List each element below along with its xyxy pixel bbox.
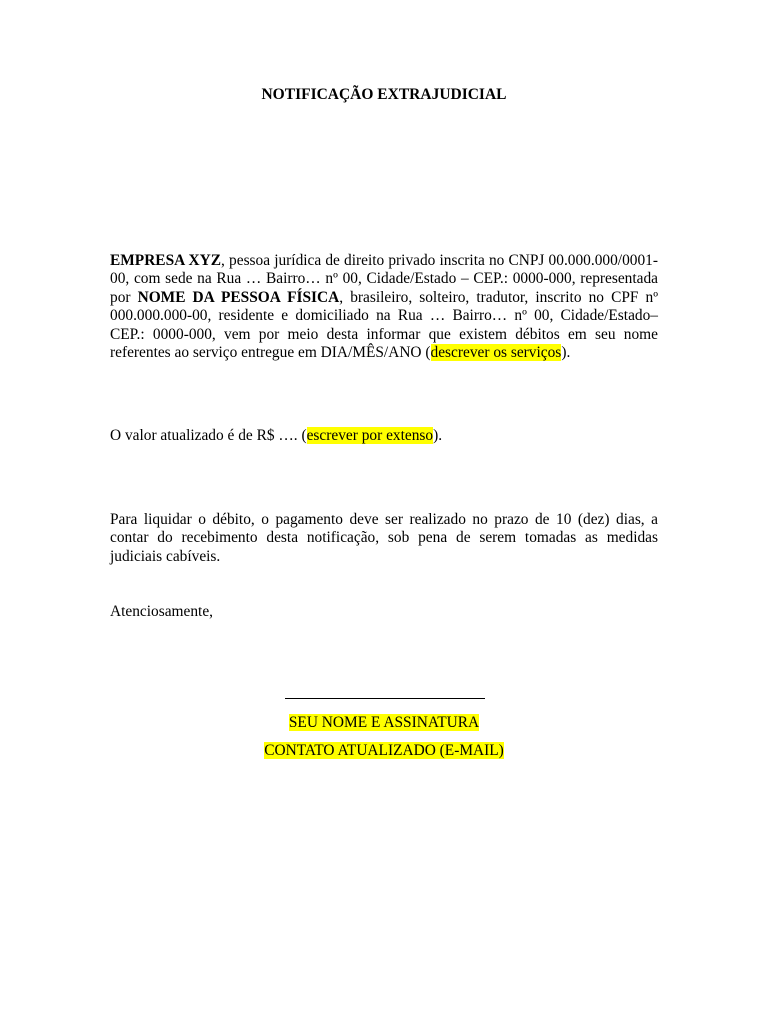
closing-salutation: Atenciosamente, [110, 603, 213, 620]
signature-contact: CONTATO ATUALIZADO (E-MAIL) [264, 742, 504, 759]
document-title: NOTIFICAÇÃO EXTRAJUDICIAL [261, 86, 507, 103]
signature-line [285, 698, 485, 699]
signature-contact-block [0, 741, 768, 760]
signature-name: SEU NOME E ASSINATURA [288, 714, 480, 731]
company-name: EMPRESA XYZ [110, 252, 222, 269]
paragraph-text: ). [433, 427, 443, 444]
paragraph-notification-body [110, 252, 658, 362]
highlight-placeholder-services: descrever os serviços [430, 344, 562, 362]
person-name: NOME DA PESSOA FÍSICA [137, 288, 340, 306]
signature-name-block [0, 713, 768, 732]
paragraph-text: O valor atualizado é de R$ …. ( [110, 427, 307, 444]
paragraph-text: , pessoa jurídica de direito privado inscrita no CNPJ 00.000.000/0001-00, com sede na Rua … Bairro… nº 00, Cidade/Estado – CEP.: 0000-000, representada por [110, 252, 658, 306]
paragraph-text: , brasileiro, solteiro, tradutor, inscrito no CPF nº 000.000.000-00, residente e domiciliado na Rua … Bairro… nº 00, Cidade/Estado– CEP.: 0000-000, vem por meio desta informar que existem débitos em seu nome referentes ao serviço entregue em DIA/MÊS/ANO ( [110, 288, 658, 362]
highlight-placeholder-amount: escrever por extenso [306, 427, 434, 444]
paragraph-payment-terms: Para liquidar o débito, o pagamento deve ser realizado no prazo de 10 (dez) dias, a contar do recebimento desta notificação, sob pena de serem tomadas as medidas judiciais cabíveis. [110, 511, 658, 565]
paragraph-amount [110, 427, 658, 445]
paragraph-text: ). [561, 344, 571, 362]
